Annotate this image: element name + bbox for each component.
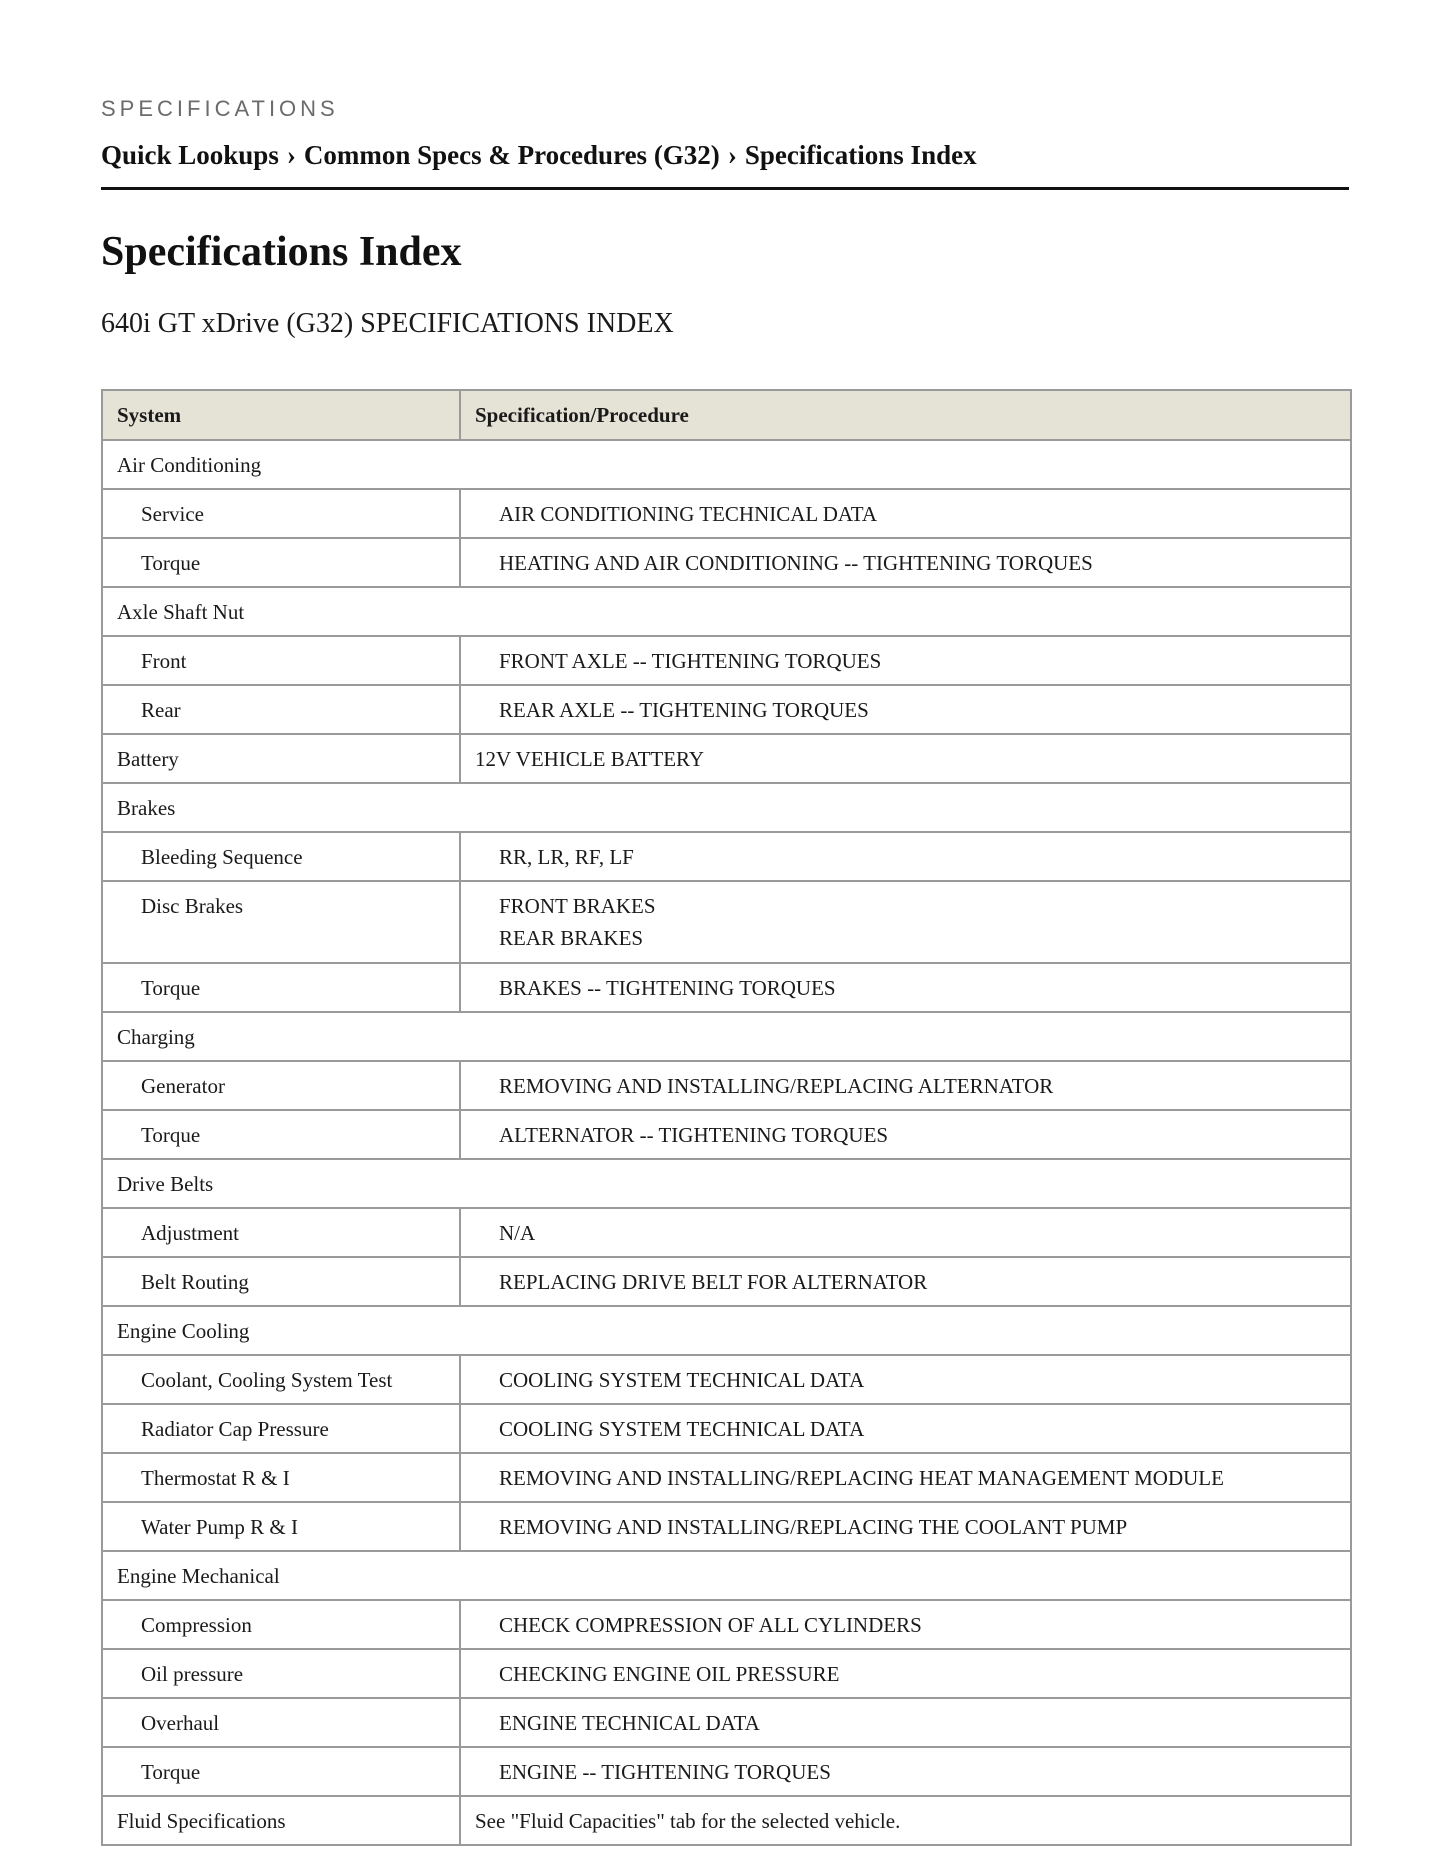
spec-link[interactable]: AIR CONDITIONING TECHNICAL DATA <box>499 502 878 526</box>
page-subtitle: 640i GT xDrive (G32) SPECIFICATIONS INDEX <box>101 308 674 339</box>
breadcrumb-specifications-index[interactable]: Specifications Index <box>744 140 977 170</box>
table-row <box>102 538 1351 587</box>
table-row <box>102 1453 1351 1502</box>
table-row <box>102 1257 1351 1306</box>
spec-cell <box>460 1257 1351 1306</box>
spec-cell <box>460 538 1351 587</box>
spec-link[interactable]: RR, LR, RF, LF <box>499 845 634 869</box>
table-row <box>102 832 1351 881</box>
table-row <box>102 489 1351 538</box>
column-header-system: System <box>102 390 460 440</box>
spec-cell <box>460 1208 1351 1257</box>
table-row <box>102 685 1351 734</box>
spec-cell <box>460 1796 1351 1845</box>
spec-cell <box>460 636 1351 685</box>
system-group-label: Air Conditioning <box>102 440 1351 489</box>
section-eyebrow: SPECIFICATIONS <box>101 96 339 121</box>
table-group-row <box>102 783 1351 832</box>
spec-cell <box>460 1649 1351 1698</box>
system-cell: Disc Brakes <box>102 881 460 963</box>
column-header-spec: Specification/Procedure <box>460 390 1351 440</box>
table-row <box>102 636 1351 685</box>
system-group-label: Axle Shaft Nut <box>102 587 1351 636</box>
specifications-table <box>101 389 1352 1846</box>
system-cell: Thermostat R & I <box>102 1453 460 1502</box>
spec-link[interactable]: REMOVING AND INSTALLING/REPLACING ALTERNATOR <box>499 1074 1054 1098</box>
spec-link[interactable]: BRAKES -- TIGHTENING TORQUES <box>499 976 836 1000</box>
system-cell: Radiator Cap Pressure <box>102 1404 460 1453</box>
spec-cell <box>460 734 1351 783</box>
spec-link[interactable]: ENGINE -- TIGHTENING TORQUES <box>499 1760 831 1784</box>
system-cell: Torque <box>102 1110 460 1159</box>
system-cell: Generator <box>102 1061 460 1110</box>
system-cell: Fluid Specifications <box>102 1796 460 1845</box>
breadcrumb-quick-lookups[interactable]: Quick Lookups <box>101 140 279 170</box>
spec-cell <box>460 1355 1351 1404</box>
spec-link[interactable]: HEATING AND AIR CONDITIONING -- TIGHTENING TORQUES <box>499 551 1093 575</box>
table-row <box>102 1355 1351 1404</box>
spec-cell <box>460 1698 1351 1747</box>
system-cell: Adjustment <box>102 1208 460 1257</box>
spec-link[interactable]: ALTERNATOR -- TIGHTENING TORQUES <box>499 1123 889 1147</box>
system-cell: Bleeding Sequence <box>102 832 460 881</box>
spec-cell <box>460 489 1351 538</box>
table-body <box>102 440 1351 1845</box>
system-cell: Rear <box>102 685 460 734</box>
spec-link[interactable]: REPLACING DRIVE BELT FOR ALTERNATOR <box>499 1270 928 1294</box>
spec-cell <box>460 1061 1351 1110</box>
spec-link[interactable]: See "Fluid Capacities" tab for the selected vehicle. <box>475 1809 901 1833</box>
system-cell: Belt Routing <box>102 1257 460 1306</box>
table-row <box>102 1796 1351 1845</box>
table-row <box>102 1404 1351 1453</box>
spec-link[interactable]: REMOVING AND INSTALLING/REPLACING THE COOLANT PUMP <box>499 1515 1128 1539</box>
spec-cell <box>460 1453 1351 1502</box>
table-row <box>102 1649 1351 1698</box>
spec-link[interactable]: 12V VEHICLE BATTERY <box>475 747 705 771</box>
system-group-label: Charging <box>102 1012 1351 1061</box>
table-row <box>102 1600 1351 1649</box>
table-header-row <box>102 390 1351 440</box>
spec-cell <box>460 963 1351 1012</box>
spec-link[interactable]: CHECKING ENGINE OIL PRESSURE <box>499 1662 840 1686</box>
system-group-label: Brakes <box>102 783 1351 832</box>
table-row <box>102 881 1351 963</box>
system-cell: Coolant, Cooling System Test <box>102 1355 460 1404</box>
system-cell: Front <box>102 636 460 685</box>
spec-link[interactable]: FRONT AXLE -- TIGHTENING TORQUES <box>499 649 882 673</box>
table-row <box>102 1208 1351 1257</box>
spec-link[interactable]: REAR AXLE -- TIGHTENING TORQUES <box>499 698 869 722</box>
spec-cell <box>460 881 1351 963</box>
table-row <box>102 1698 1351 1747</box>
table-group-row <box>102 1159 1351 1208</box>
breadcrumb <box>101 138 977 172</box>
breadcrumb-separator: › <box>286 140 296 170</box>
spec-link[interactable]: REAR BRAKES <box>499 926 644 950</box>
table-group-row <box>102 1306 1351 1355</box>
spec-cell <box>460 832 1351 881</box>
system-group-label: Drive Belts <box>102 1159 1351 1208</box>
spec-link[interactable]: ENGINE TECHNICAL DATA <box>499 1711 760 1735</box>
table-row <box>102 1747 1351 1796</box>
spec-link[interactable]: COOLING SYSTEM TECHNICAL DATA <box>499 1368 865 1392</box>
breadcrumb-separator: › <box>727 140 737 170</box>
system-cell: Torque <box>102 1747 460 1796</box>
spec-cell <box>460 1502 1351 1551</box>
table-group-row <box>102 1012 1351 1061</box>
breadcrumb-common-specs[interactable]: Common Specs & Procedures (G32) <box>303 140 720 170</box>
system-group-label: Engine Mechanical <box>102 1551 1351 1600</box>
spec-link[interactable]: N/A <box>499 1221 536 1245</box>
system-cell: Torque <box>102 963 460 1012</box>
spec-cell <box>460 1747 1351 1796</box>
system-cell: Overhaul <box>102 1698 460 1747</box>
spec-link[interactable]: REMOVING AND INSTALLING/REPLACING HEAT MANAGEMENT MODULE <box>499 1466 1224 1490</box>
spec-link[interactable]: COOLING SYSTEM TECHNICAL DATA <box>499 1417 865 1441</box>
spec-link[interactable]: CHECK COMPRESSION OF ALL CYLINDERS <box>499 1613 922 1637</box>
system-cell: Battery <box>102 734 460 783</box>
system-cell: Water Pump R & I <box>102 1502 460 1551</box>
spec-link[interactable]: FRONT BRAKES <box>499 894 656 918</box>
table-group-row <box>102 587 1351 636</box>
spec-cell <box>460 1404 1351 1453</box>
system-cell: Compression <box>102 1600 460 1649</box>
page-title: Specifications Index <box>101 229 462 275</box>
table-row <box>102 1061 1351 1110</box>
system-cell: Torque <box>102 538 460 587</box>
table-group-row <box>102 440 1351 489</box>
spec-cell <box>460 685 1351 734</box>
system-group-label: Engine Cooling <box>102 1306 1351 1355</box>
header-divider <box>101 187 1349 190</box>
table-row <box>102 1502 1351 1551</box>
system-cell: Service <box>102 489 460 538</box>
table-row <box>102 1110 1351 1159</box>
table-row <box>102 734 1351 783</box>
table-group-row <box>102 1551 1351 1600</box>
table-row <box>102 963 1351 1012</box>
spec-cell <box>460 1110 1351 1159</box>
system-cell: Oil pressure <box>102 1649 460 1698</box>
spec-cell <box>460 1600 1351 1649</box>
